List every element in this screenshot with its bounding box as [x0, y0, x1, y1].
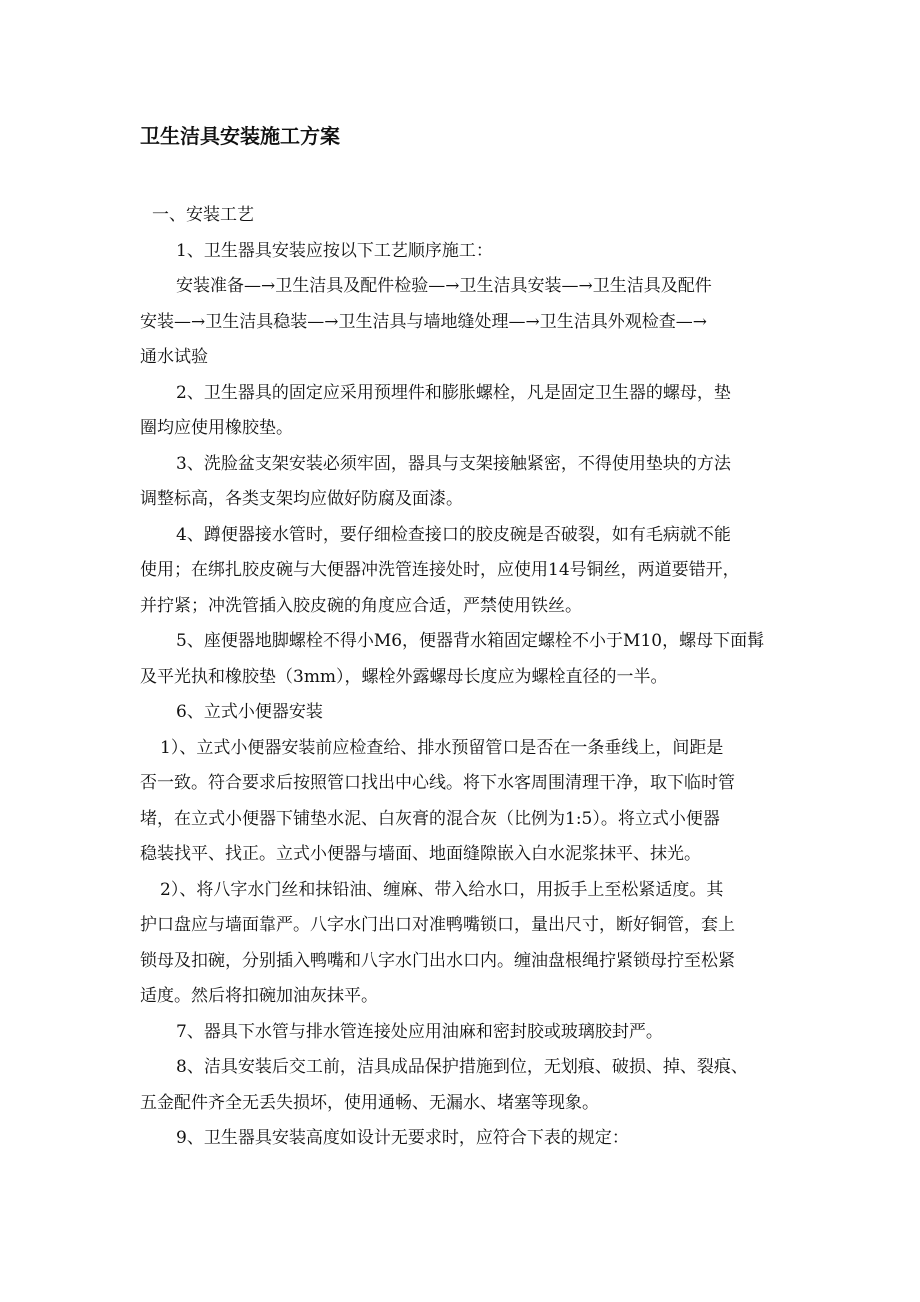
- paragraph-line: 否一致。符合要求后按照管口找出中心线。将下水客周围清理干净，取下临时管: [140, 773, 735, 793]
- paragraph-line: 2、卫生器具的固定应采用预埋件和膨胀螺栓，凡是固定卫生器的螺母，垫: [176, 382, 731, 403]
- paragraph-line: 锁母及扣碗，分别插入鸭嘴和八字水门出水口内。缠油盘根绳拧紧锁母拧至松紧: [140, 950, 735, 971]
- document-body: [140, 198, 780, 1157]
- paragraph-line: 圈均应使用橡胶垫。: [140, 418, 293, 438]
- paragraph-line: 及平光执和橡胶垫（3mm），螺栓外露螺母长度应为螺栓直径的一半。: [140, 666, 668, 687]
- paragraph-line: 1、卫生器具安装应按以下工艺顺序施工：: [176, 240, 493, 261]
- paragraph-line: 五金配件齐全无丢失损坏，使用通畅、无漏水、堵塞等现象。: [140, 1092, 599, 1113]
- paragraph-line: 通水试验: [140, 347, 208, 367]
- paragraph-line: 护口盘应与墙面靠严。八字水门出口对准鸭嘴锁口，量出尺寸，断好铜管，套上: [140, 915, 735, 935]
- paragraph-line: 堵，在立式小便器下铺垫水泥、白灰膏的混合灰（比例为1:5）。将立式小便器: [140, 808, 720, 829]
- paragraph-line: 调整标高，各类支架均应做好防腐及面漆。: [140, 489, 463, 509]
- paragraph-line: 适度。然后将扣碗加油灰抹平。: [140, 986, 378, 1006]
- paragraph-line: 1）、立式小便器安装前应检查给、排水预留管口是否在一条垂线上，间距是: [160, 737, 724, 758]
- paragraph-line: 并拧紧；冲洗管插入胶皮碗的角度应合适，严禁使用铁丝。: [140, 595, 582, 616]
- paragraph-line: 稳装找平、找正。立式小便器与墙面、地面缝隙嵌入白水泥浆抹平、抹光。: [140, 844, 701, 864]
- paragraph-line: 2）、将八字水门丝和抹铅油、缠麻、带入给水口，用扳手上至松紧适度。其: [160, 879, 724, 900]
- paragraph-line: 7、器具下水管与排水管连接处应用油麻和密封胶或玻璃胶封严。: [176, 1021, 663, 1042]
- paragraph-line: 安装准备—→卫生洁具及配件检验—→卫生洁具安装—→卫生洁具及配件: [176, 276, 712, 296]
- paragraph-line: 6、立式小便器安装: [176, 702, 323, 722]
- document-title: 卫生洁具安装施工方案: [140, 124, 340, 148]
- paragraph-line: 3、洗脸盆支架安装必须牢固，器具与支架接触紧密，不得使用垫块的方法: [176, 453, 731, 474]
- paragraph-line: 9、卫生器具安装高度如设计无要求时，应符合下表的规定：: [176, 1128, 629, 1148]
- paragraph-line: 使用；在绑扎胶皮碗与大便器冲洗管连接处时，应使用14号铜丝，两道要错开，: [140, 560, 740, 580]
- paragraph-line: 8、洁具安装后交工前，洁具成品保护措施到位，无划痕、破损、掉、裂痕、: [176, 1057, 748, 1077]
- section-heading: 一、安装工艺: [152, 205, 254, 225]
- paragraph-line: 5、座便器地脚螺栓不得小M6，便器背水箱固定螺栓不小于M10，螺母下面髯: [176, 631, 765, 651]
- paragraph-line: 安装—→卫生洁具稳装—→卫生洁具与墙地缝处理—→卫生洁具外观检查—→: [140, 311, 707, 332]
- paragraph-line: 4、蹲便器接水管时，要仔细检查接口的胶皮碗是否破裂，如有毛病就不能: [176, 524, 731, 545]
